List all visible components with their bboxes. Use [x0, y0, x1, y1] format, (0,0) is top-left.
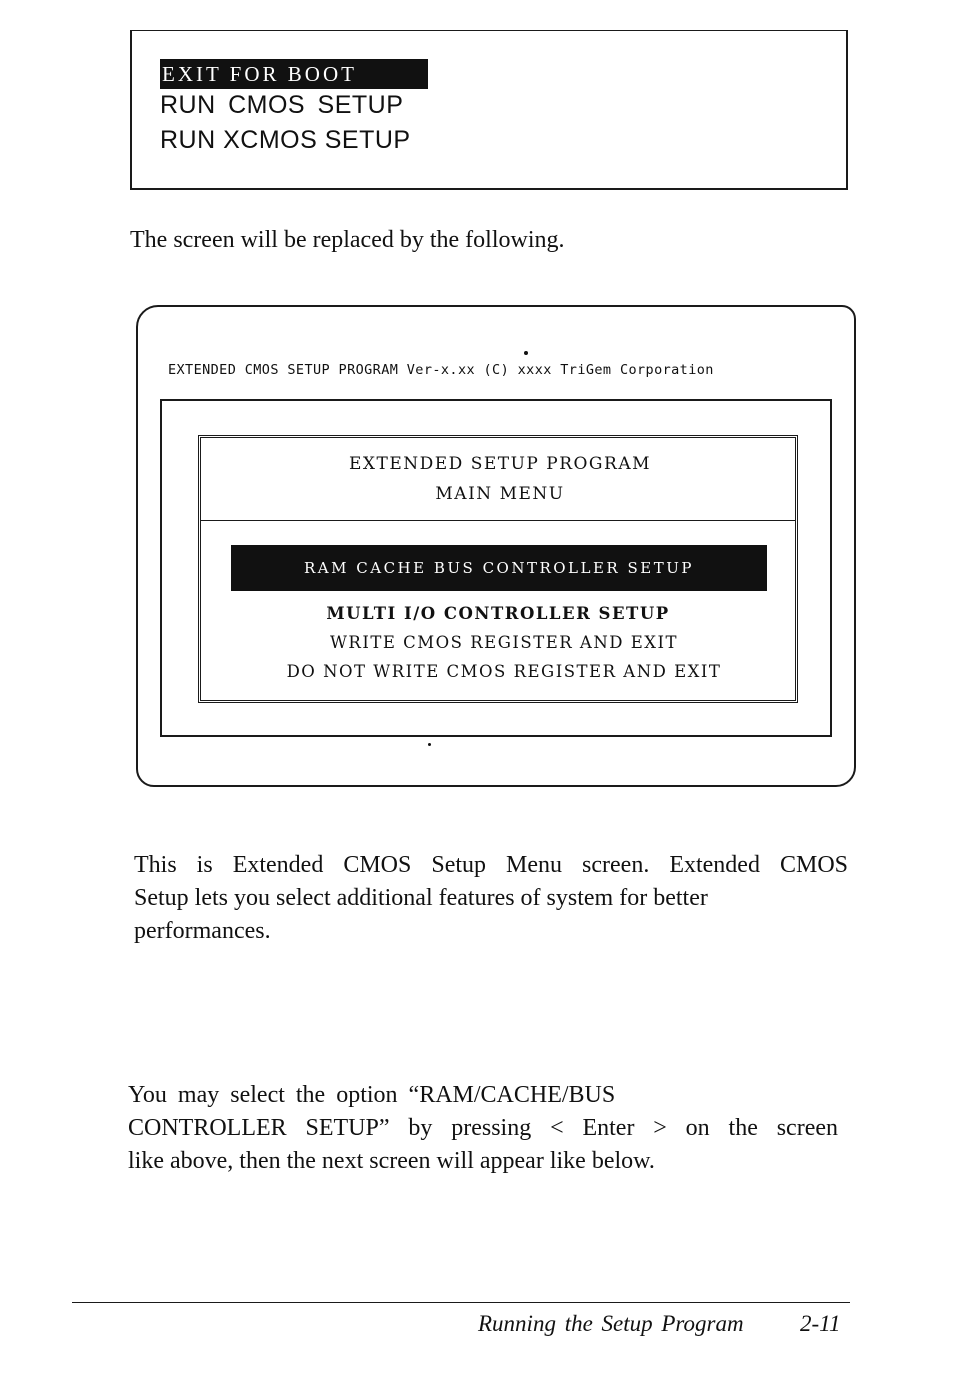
- instruction-line: like above, then the next screen will appear like below.: [128, 1148, 655, 1174]
- menu-title: EXTENDED SETUP PROGRAM: [348, 454, 651, 474]
- main-menu-box: [198, 435, 798, 703]
- menu-subtitle: MAIN MENU: [435, 484, 565, 504]
- boot-menu-item-run-cmos-setup[interactable]: RUN CMOS SETUP: [160, 91, 404, 119]
- screen-speck: [428, 743, 431, 746]
- footer-section-title: Running the Setup Program: [478, 1311, 744, 1336]
- description-line: performances.: [134, 918, 271, 944]
- description-line: Setup lets you select additional features of system for better: [134, 885, 708, 911]
- instruction-line: You may select the option “RAM/CACHE/BUS: [128, 1082, 616, 1108]
- menu-option-do-not-write-cmos-and-exit[interactable]: DO NOT WRITE CMOS REGISTER AND EXIT: [286, 662, 722, 681]
- boot-menu-box: [130, 30, 848, 190]
- menu-option-ram-cache-bus-controller-setup[interactable]: RAM CACHE BUS CONTROLLER SETUP: [231, 545, 767, 591]
- menu-option-multi-io-controller-setup[interactable]: MULTI I/O CONTROLLER SETUP: [326, 604, 670, 623]
- intro-paragraph: The screen will be replaced by the following.: [130, 227, 565, 253]
- crt-screen: [136, 305, 856, 787]
- instruction-paragraph: [128, 1079, 838, 1178]
- instruction-line: CONTROLLER SETUP” by pressing < Enter > on the screen: [128, 1115, 838, 1141]
- setup-screen-frame: [160, 399, 832, 737]
- menu-option-write-cmos-and-exit[interactable]: WRITE CMOS REGISTER AND EXIT: [329, 633, 679, 652]
- description-line: This is Extended CMOS Setup Menu screen. Extended CMOS: [134, 852, 848, 878]
- page-number: 2-11: [800, 1311, 841, 1336]
- setup-program-header: EXTENDED CMOS SETUP PROGRAM Ver-x.xx (C) xxxx TriGem Corporation: [168, 362, 714, 378]
- footer-rule: [72, 1302, 850, 1303]
- description-paragraph: [134, 849, 848, 948]
- screen-speck: [524, 351, 528, 355]
- boot-menu-item-exit-for-boot[interactable]: EXIT FOR BOOT: [160, 59, 428, 89]
- menu-divider: [201, 520, 795, 521]
- boot-menu-item-run-xcmos-setup[interactable]: RUN XCMOS SETUP: [160, 126, 411, 154]
